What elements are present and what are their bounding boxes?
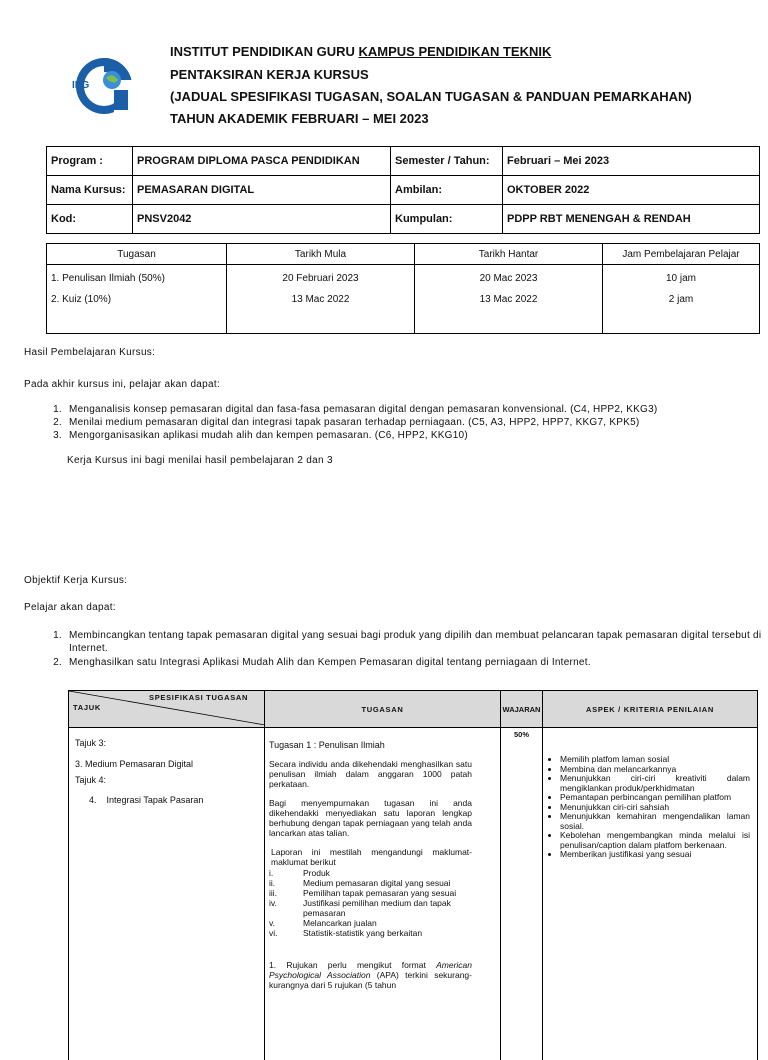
header-line-3: (JADUAL SPESIFIKASI TUGASAN, SOALAN TUGASAN & PANDUAN PEMARKAHAN) — [170, 89, 692, 104]
list-item: • Menunjukkan ciri-ciri kreativiti dalam mengiklankan produk/perkhidmatan — [560, 774, 750, 793]
tugasan-cell — [265, 728, 501, 1060]
list-item: 1. Membincangkan tentang tapak pemasaran digital yang sesuai bagi produk yang dipilih dan membuat pelancaran tapak pemasaran digital tersebut di Internet. — [65, 629, 768, 655]
table-cell: 1. Penulisan Ilmiah (50%) — [47, 265, 227, 292]
tugasan-p1: Secara individu anda dikehendaki menghasilkan satu penulisan ilmiah dalam anggaran 1000 patah perkataan. — [269, 759, 472, 789]
course-info-table — [46, 146, 760, 234]
list-text: Produk — [303, 868, 330, 878]
list-item — [269, 918, 472, 928]
header-line-1-prefix: INSTITUT PENDIDIKAN GURU — [170, 44, 359, 59]
header-line-4: TAHUN AKADEMIK FEBRUARI – MEI 2023 — [170, 111, 429, 126]
tugasan-p2: Bagi menyempurnakan tugasan ini anda dikehendakki menyediakan satu laporan lengkap berhubung dengan tapak perniagaan yang telah anda lancarkan atas talian. — [269, 798, 472, 838]
diagonal-header-cell — [69, 691, 265, 728]
ambilan-value: OKTOBER 2022 — [503, 176, 760, 205]
kod-label: Kod: — [47, 205, 133, 234]
kumpulan-value: PDPP RBT MENENGAH & RENDAH — [503, 205, 760, 234]
objektif-heading: Objektif Kerja Kursus: — [24, 575, 127, 586]
list-item — [269, 898, 472, 918]
col-header-jam: Jam Pembelajaran Pelajar — [603, 244, 760, 265]
table-row — [47, 291, 760, 307]
tajuk-4-label: Tajuk 4: — [75, 775, 260, 786]
kriteria-list — [544, 755, 750, 860]
list-item: • Menunjukkan kemahiran mengendalikan laman sosial. — [560, 812, 750, 831]
list-item: • Pemantapan perbincangan pemilihan platfom — [560, 793, 750, 803]
list-number: i. — [269, 868, 303, 878]
list-item: • Membina dan melancarkannya — [560, 765, 750, 775]
table-cell: 20 Mac 2023 — [415, 265, 603, 292]
ipg-logo-icon — [70, 50, 132, 120]
kod-value: PNSV2042 — [133, 205, 391, 234]
list-item: 1. Menganalisis konsep pemasaran digital dan fasa-fasa pemasaran digital dengan pemasaran konvensional. (C4, HPP2, KKG3) — [65, 403, 768, 416]
header-tajuk: TAJUK — [73, 703, 101, 712]
col-header-tarikh-hantar: Tarikh Hantar — [415, 244, 603, 265]
wajaran-cell: 50% — [501, 728, 543, 1060]
ambilan-label: Ambilan: — [391, 176, 503, 205]
col-header-tarikh-mula: Tarikh Mula — [227, 244, 415, 265]
hasil-heading: Hasil Pembelajaran Kursus: — [24, 347, 155, 358]
maklumat-list — [269, 868, 472, 938]
tajuk-4-item: 4. Integrasi Tapak Pasaran — [75, 795, 260, 806]
list-text: Melancarkan jualan — [303, 918, 377, 928]
hasil-list — [46, 403, 768, 442]
list-item: • Menunjukkan ciri-ciri sahsiah — [560, 803, 750, 813]
semester-label: Semester / Tahun: — [391, 147, 503, 176]
objektif-intro: Pelajar akan dapat: — [24, 602, 116, 613]
header-line-1 — [170, 44, 551, 59]
list-item: 3. Mengorganisasikan aplikasi mudah alih dan kempen pemasaran. (C6, HPP2, KKG10) — [65, 429, 768, 442]
list-item — [269, 888, 472, 898]
header-line-2: PENTAKSIRAN KERJA KURSUS — [170, 67, 369, 82]
rujukan-text — [269, 960, 472, 990]
table-cell: 2 jam — [603, 291, 760, 307]
kursus-label: Nama Kursus: — [47, 176, 133, 205]
header-line-1-underlined: KAMPUS PENDIDIKAN TEKNIK — [359, 44, 552, 59]
kumpulan-label: Kumpulan: — [391, 205, 503, 234]
table-cell: 13 Mac 2022 — [415, 291, 603, 307]
col-header-tugasan: Tugasan — [47, 244, 227, 265]
assignment-schedule-table — [46, 243, 760, 334]
list-item: • Kebolehan mengembangkan minda melalui isi penulisan/caption dalam platfom berkenaan. — [560, 831, 750, 850]
list-item: 2. Menilai medium pemasaran digital dan integrasi tapak pasaran terhadap perniagaan. (C5, A3, HPP2, HPP7, KKG7, KPK5) — [65, 416, 768, 429]
list-item: 2. Menghasilkan satu Integrasi Aplikasi Mudah Alih dan Kempen Pemasaran digital tentang perniagaan di Internet. — [65, 656, 768, 669]
tajuk-cell — [69, 728, 265, 1060]
tugasan-p3: Laporan ini mestilah mengandungi maklumat-maklumat berikut — [269, 847, 472, 867]
rujukan-italic: American Psychological Association — [269, 960, 472, 980]
list-text: Justifikasi pemilihan medium dan tapak pemasaran — [303, 898, 472, 918]
list-text: Pemilihan tapak pemasaran yang sesuai — [303, 888, 456, 898]
hasil-note: Kerja Kursus ini bagi menilai hasil pembelajaran 2 dan 3 — [67, 455, 333, 466]
list-text: Statistik-statistik yang berkaitan — [303, 928, 422, 938]
rujukan-suffix: (APA) terkini sekurang-kurangnya dari 5 rujukan (5 tahun — [269, 970, 472, 990]
list-number: iii. — [269, 888, 303, 898]
tugasan-title: Tugasan 1 : Penulisan Ilmiah — [269, 740, 472, 750]
table-cell: 2. Kuiz (10%) — [47, 291, 227, 307]
kriteria-cell — [543, 728, 758, 1060]
tajuk-3-item: 3. Medium Pemasaran Digital — [75, 759, 260, 770]
table-cell: 20 Februari 2023 — [227, 265, 415, 292]
list-number: ii. — [269, 878, 303, 888]
list-item: • Memberikan justifikasi yang sesuai — [560, 850, 750, 860]
list-number: v. — [269, 918, 303, 928]
header-aspek: ASPEK / KRITERIA PENILAIAN — [543, 691, 758, 728]
semester-value: Februari – Mei 2023 — [503, 147, 760, 176]
table-cell: 10 jam — [603, 265, 760, 292]
logo-text: IPG — [72, 80, 89, 91]
tajuk-3-label: Tajuk 3: — [75, 738, 260, 749]
table-cell: 13 Mac 2022 — [227, 291, 415, 307]
program-value: PROGRAM DIPLOMA PASCA PENDIDIKAN — [133, 147, 391, 176]
list-number: iv. — [269, 898, 303, 918]
kursus-value: PEMASARAN DIGITAL — [133, 176, 391, 205]
objektif-list — [46, 629, 768, 669]
rujukan-prefix: 1. Rujukan perlu mengikut format — [269, 960, 436, 970]
program-label: Program : — [47, 147, 133, 176]
header-wajaran: WAJARAN — [501, 691, 543, 728]
list-number: vi. — [269, 928, 303, 938]
header-spesifikasi: SPESIFIKASI TUGASAN — [149, 693, 248, 702]
list-item — [269, 868, 472, 878]
list-item — [269, 878, 472, 888]
list-item: • Memilih platfom laman sosial — [560, 755, 750, 765]
table-row — [47, 265, 760, 292]
specification-table — [68, 690, 758, 1060]
hasil-intro: Pada akhir kursus ini, pelajar akan dapat: — [24, 379, 220, 390]
header-tugasan: TUGASAN — [265, 691, 501, 728]
list-item — [269, 928, 472, 938]
list-text: Medium pemasaran digital yang sesuai — [303, 878, 450, 888]
